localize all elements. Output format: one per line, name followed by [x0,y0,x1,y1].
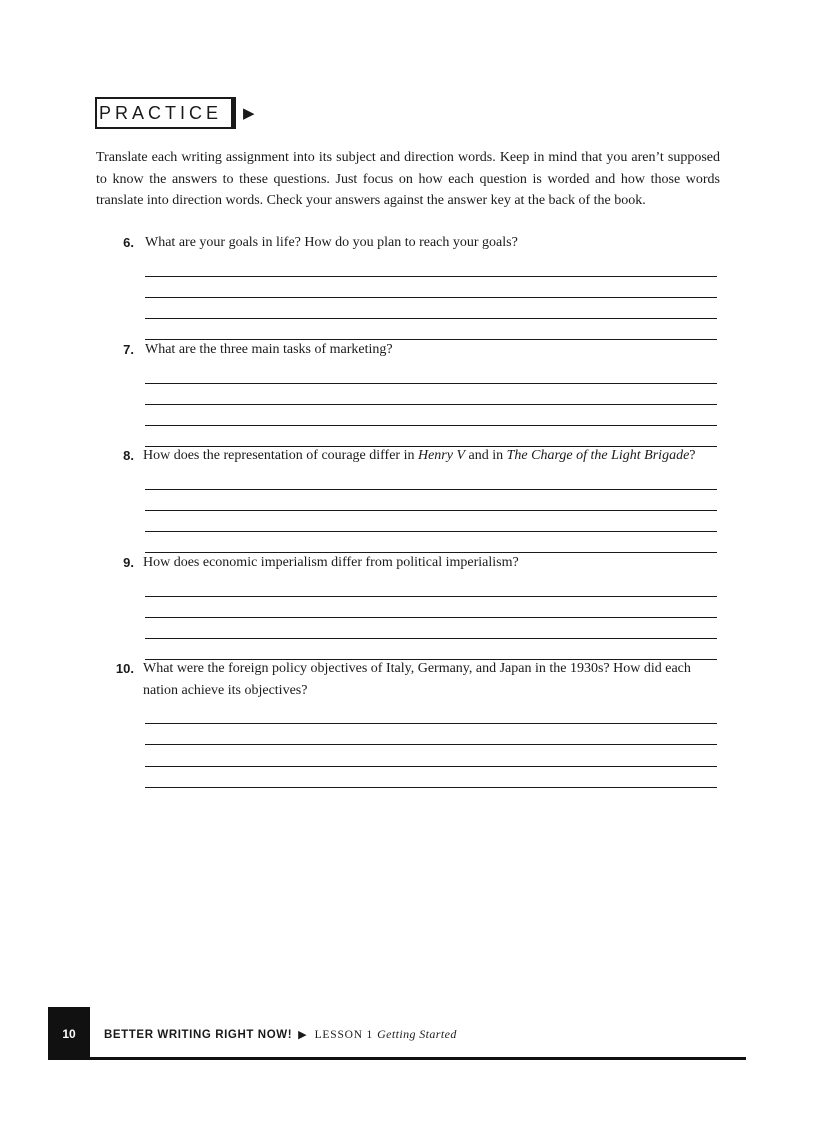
answer-line[interactable] [145,576,717,597]
question-9 [96,552,720,660]
book-title: BETTER WRITING RIGHT NOW! [104,1029,293,1041]
footer-rule [48,1057,746,1060]
lesson-label: LESSON 1 [314,1029,374,1041]
question-text-part: and in [465,448,507,463]
page-number: 10 [48,1007,90,1060]
answer-line[interactable] [145,319,717,340]
question-text: What are your goals in life? How do you plan to reach your goals? [145,235,518,250]
question-number: 8. [123,448,134,463]
question-text-part: How does the representation of courage differ in [143,448,418,463]
answer-line[interactable] [145,384,717,405]
question-10 [96,658,720,788]
answer-lines[interactable] [145,256,717,341]
answer-line[interactable] [145,256,717,277]
instructions-paragraph: Translate each writing assignment into its subject and direction words. Keep in mind that you aren’t supposed to know the answers to these questions. Just focus on how each question is worded and how those words translate into direction words. Check your answers against the answer key at the back of the book. [96,150,720,208]
answer-line[interactable] [145,511,717,532]
answer-line[interactable] [145,490,717,511]
answer-line[interactable] [145,363,717,384]
answer-lines[interactable] [145,576,717,661]
answer-line[interactable] [145,532,717,553]
question-8 [96,445,720,553]
practice-heading [95,97,255,129]
question-number: 10. [115,661,134,676]
work-title: Henry V [417,448,466,463]
question-text: How does economic imperialism differ from political imperialism? [143,555,519,570]
answer-line[interactable] [145,469,717,490]
answer-lines[interactable] [145,703,717,788]
question-number: 9. [123,555,134,570]
answer-line[interactable] [145,597,717,618]
answer-lines[interactable] [145,469,717,554]
answer-line[interactable] [145,277,717,298]
question-text: What are the three main tasks of marketing? [145,342,393,357]
work-title: The Charge of the Light Brigade [506,448,690,463]
arrow-right-icon: ▶ [243,104,255,122]
answer-line[interactable] [145,767,717,788]
question-text: What were the foreign policy objectives of Italy, Germany, and Japan in the 1930s? How did each nation achieve its objectives? [143,661,691,698]
question-7 [96,339,720,447]
question-number: 6. [123,235,134,250]
lesson-title: Getting Started [377,1027,457,1041]
answer-line[interactable] [145,618,717,639]
question-text [143,445,720,467]
arrow-right-icon: ▶ [298,1028,307,1041]
question-number: 7. [123,342,134,357]
question-text-part: ? [689,448,696,463]
answer-line[interactable] [145,405,717,426]
answer-line[interactable] [145,724,717,745]
answer-lines[interactable] [145,363,717,448]
answer-line[interactable] [145,298,717,319]
answer-line[interactable] [145,745,717,766]
practice-label: PRACTICE [95,97,236,129]
answer-line[interactable] [145,703,717,724]
running-footer [104,1027,457,1042]
question-6 [96,232,720,340]
